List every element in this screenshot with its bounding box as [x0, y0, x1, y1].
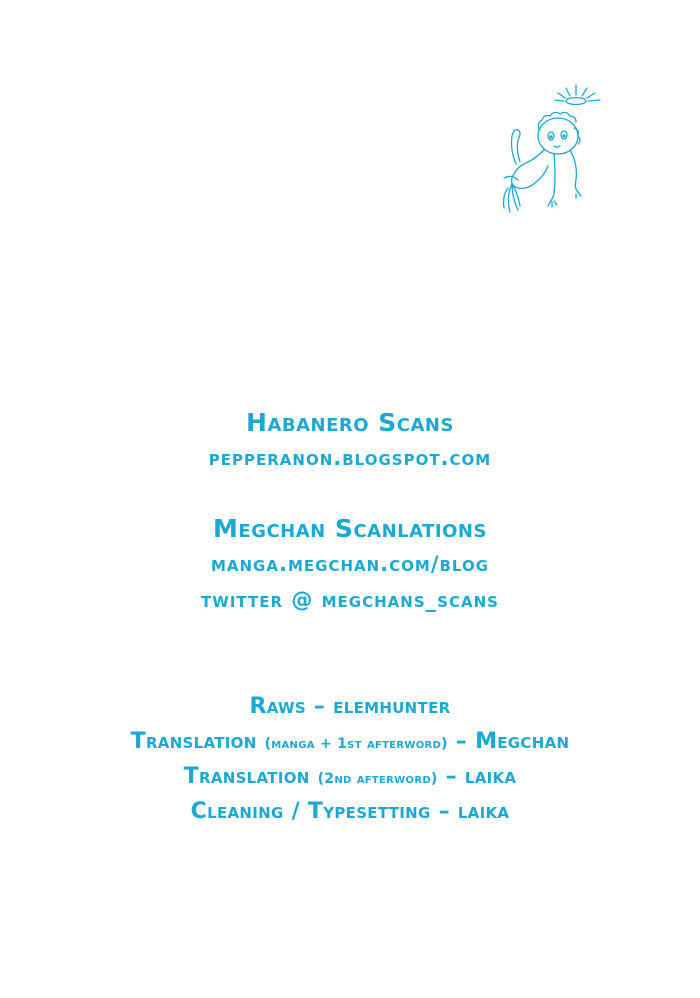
credit-translation-manga [0, 731, 700, 753]
credit-role: Translation [183, 764, 310, 789]
credit-note: (manga + 1st afterword) [264, 736, 448, 752]
group-link-megchan-blog[interactable]: manga.megchan.com/blog [210, 552, 490, 576]
angel-doodle-icon [494, 80, 606, 220]
credit-note: (2nd afterword) [317, 771, 438, 787]
credit-separator: – [305, 694, 334, 719]
group-link-megchan-twitter[interactable]: twitter @ megchans_scans [201, 588, 499, 612]
credit-raws [0, 696, 700, 718]
credit-cleaning-typesetting [0, 801, 700, 823]
credit-separator: – [430, 799, 458, 824]
credit-separator: – [437, 764, 465, 789]
credit-person: elemhunter [333, 694, 451, 719]
credit-role: Raws [249, 694, 306, 719]
credit-role: Cleaning / Typesetting [190, 799, 431, 824]
credit-role: Translation [130, 729, 257, 754]
credit-translation-afterword [0, 766, 700, 788]
credit-person: laika [457, 799, 510, 824]
group-link-habanero-blog[interactable]: pepperanon.blogspot.com [208, 446, 492, 470]
group-name-megchan-scanlations: Megchan Scanlations [213, 514, 487, 543]
credit-separator: – [447, 729, 476, 754]
credit-person: laika [464, 764, 517, 789]
group-name-habanero-scans: Habanero Scans [246, 408, 454, 437]
credit-person: Megchan [475, 729, 570, 754]
